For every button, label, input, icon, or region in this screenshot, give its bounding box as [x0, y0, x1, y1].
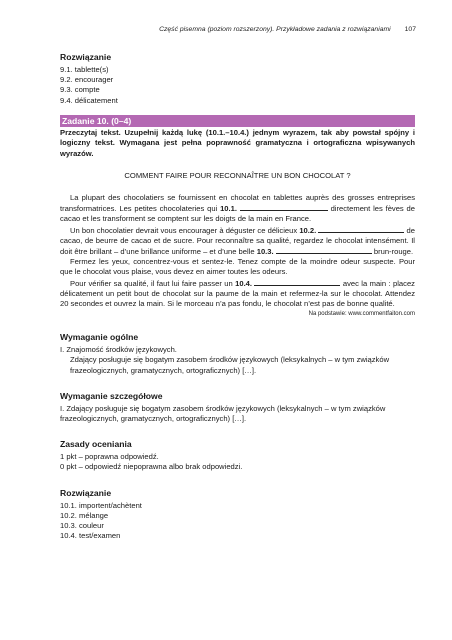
solution-9-item: 9.4. délicatement: [60, 95, 118, 105]
page-content: [60, 52, 415, 542]
p2-text: de cacao, de beurre de cacao et de sucre. Pour reconnaître sa qualité, regardez le chocolat intensément. Il doit être brillant – d’une brillance uniforme – et d’une belle: [60, 225, 415, 257]
specific-req-text: I. Zdający posługuje się bogatym zasobem środków językowych (leksykalnych – w tym związków frazeologicznych, gramatycznych, ortograficznych) […].: [60, 403, 386, 424]
solution-10-item: 10.4. test/examen: [60, 531, 121, 541]
paragraph-2: [60, 225, 415, 258]
paragraph-4: [60, 278, 415, 310]
running-title: Część pisemna (poziom rozszerzony). Przykładowe zadania z rozwiązaniami: [159, 26, 391, 33]
page-number: 107: [404, 26, 416, 33]
gap-number: 10.3.: [256, 247, 274, 257]
p4-text: Pour vérifier sa qualité, il faut lui faire passer un: [70, 278, 236, 288]
solution-9-item: 9.1. tablette(s): [60, 65, 109, 74]
gap-number: 10.2.: [299, 225, 317, 235]
task-instruction: Przeczytaj tekst. Uzupełnij każdą lukę (10.1.–10.4.) jednym wyrazem, tak aby powstał spójny i logiczny tekst. Wymagana jest pełna poprawność gramatyczna i ortograficzna wpisywanych wyrazów.: [60, 127, 415, 158]
general-req-item: I. Znajomość środków językowych.: [60, 345, 177, 355]
general-req-heading: Wymaganie ogólne: [60, 332, 139, 343]
paragraph-3: Fermez les yeux, concentrez-vous et sentez-le. Tenez compte de la moindre odeur suspecte. Pour que le chocolat vous plaise, vous devez en aimer toutes les odeurs.: [60, 257, 415, 277]
general-req-sub: Zdający posługuje się bogatym zasobem środków językowych (leksykalnych – w tym związków frazeologicznych, gramatycznych, ortograficznych) […].: [70, 355, 390, 375]
text-title: COMMENT FAIRE POUR RECONNAÎTRE UN BON CHOCOLAT ?: [124, 171, 351, 181]
grading-line: 0 pkt – odpowiedź niepoprawna albo brak odpowiedzi.: [60, 462, 243, 472]
p1-text: directement les fèves de cacao et les transforment se comptent sur les doigts de la main en France.: [60, 204, 415, 224]
solution-9-item: 9.3. compte: [60, 85, 100, 95]
solution-10-block: [60, 488, 415, 542]
solution-9-block: [60, 52, 415, 106]
task-10-bar: Zadanie 10. (0–4): [60, 115, 415, 127]
p2-text: brun-rouge.: [371, 247, 414, 257]
gap-blank: [240, 203, 328, 211]
grading-rules: [60, 439, 415, 472]
p2-text: Un bon chocolatier devrait vous encourager à déguster ce délicieux: [70, 225, 300, 235]
p1-text: La plupart des chocolatiers se fournissent en chocolat en tablettes auprès des grosses entreprises transformatrices. Les petites chocolateries qui: [60, 193, 415, 214]
paragraph-1: [60, 193, 415, 225]
specific-requirement: [60, 391, 415, 424]
gap-blank: [276, 246, 372, 254]
gap-number: 10.1.: [220, 204, 237, 214]
solution-10-item: 10.2. mélange: [60, 510, 109, 520]
general-requirement: [60, 332, 415, 376]
p4-text: avec la main : placez délicatement un petit bout de chocolat sur la paume de la main et refermez-la sur le chocolat. Attendez 20 secondes et ouvrez la main. Si le morceau n’a pas fondu, le chocolat n’est pas de bonne qualité.: [60, 278, 415, 309]
solution-9-item: 9.2. encourager: [60, 75, 114, 85]
solution-10-heading: Rozwiązanie: [60, 487, 112, 498]
source-note: Na podstawie: www.commentfaiton.com: [308, 311, 415, 318]
solution-10-item: 10.1. importent/achètent: [60, 500, 142, 510]
gap-blank: [318, 225, 404, 233]
running-header: [60, 26, 416, 33]
solution-9-heading: Rozwiązanie: [60, 52, 112, 62]
gap-number: 10.4.: [235, 278, 253, 288]
specific-req-heading: Wymaganie szczegółowe: [60, 390, 163, 401]
grading-heading: Zasady oceniania: [60, 439, 132, 450]
solution-10-item: 10.3. couleur: [60, 521, 104, 531]
gap-blank: [254, 278, 340, 286]
grading-line: 1 pkt – poprawna odpowiedź.: [60, 452, 159, 462]
